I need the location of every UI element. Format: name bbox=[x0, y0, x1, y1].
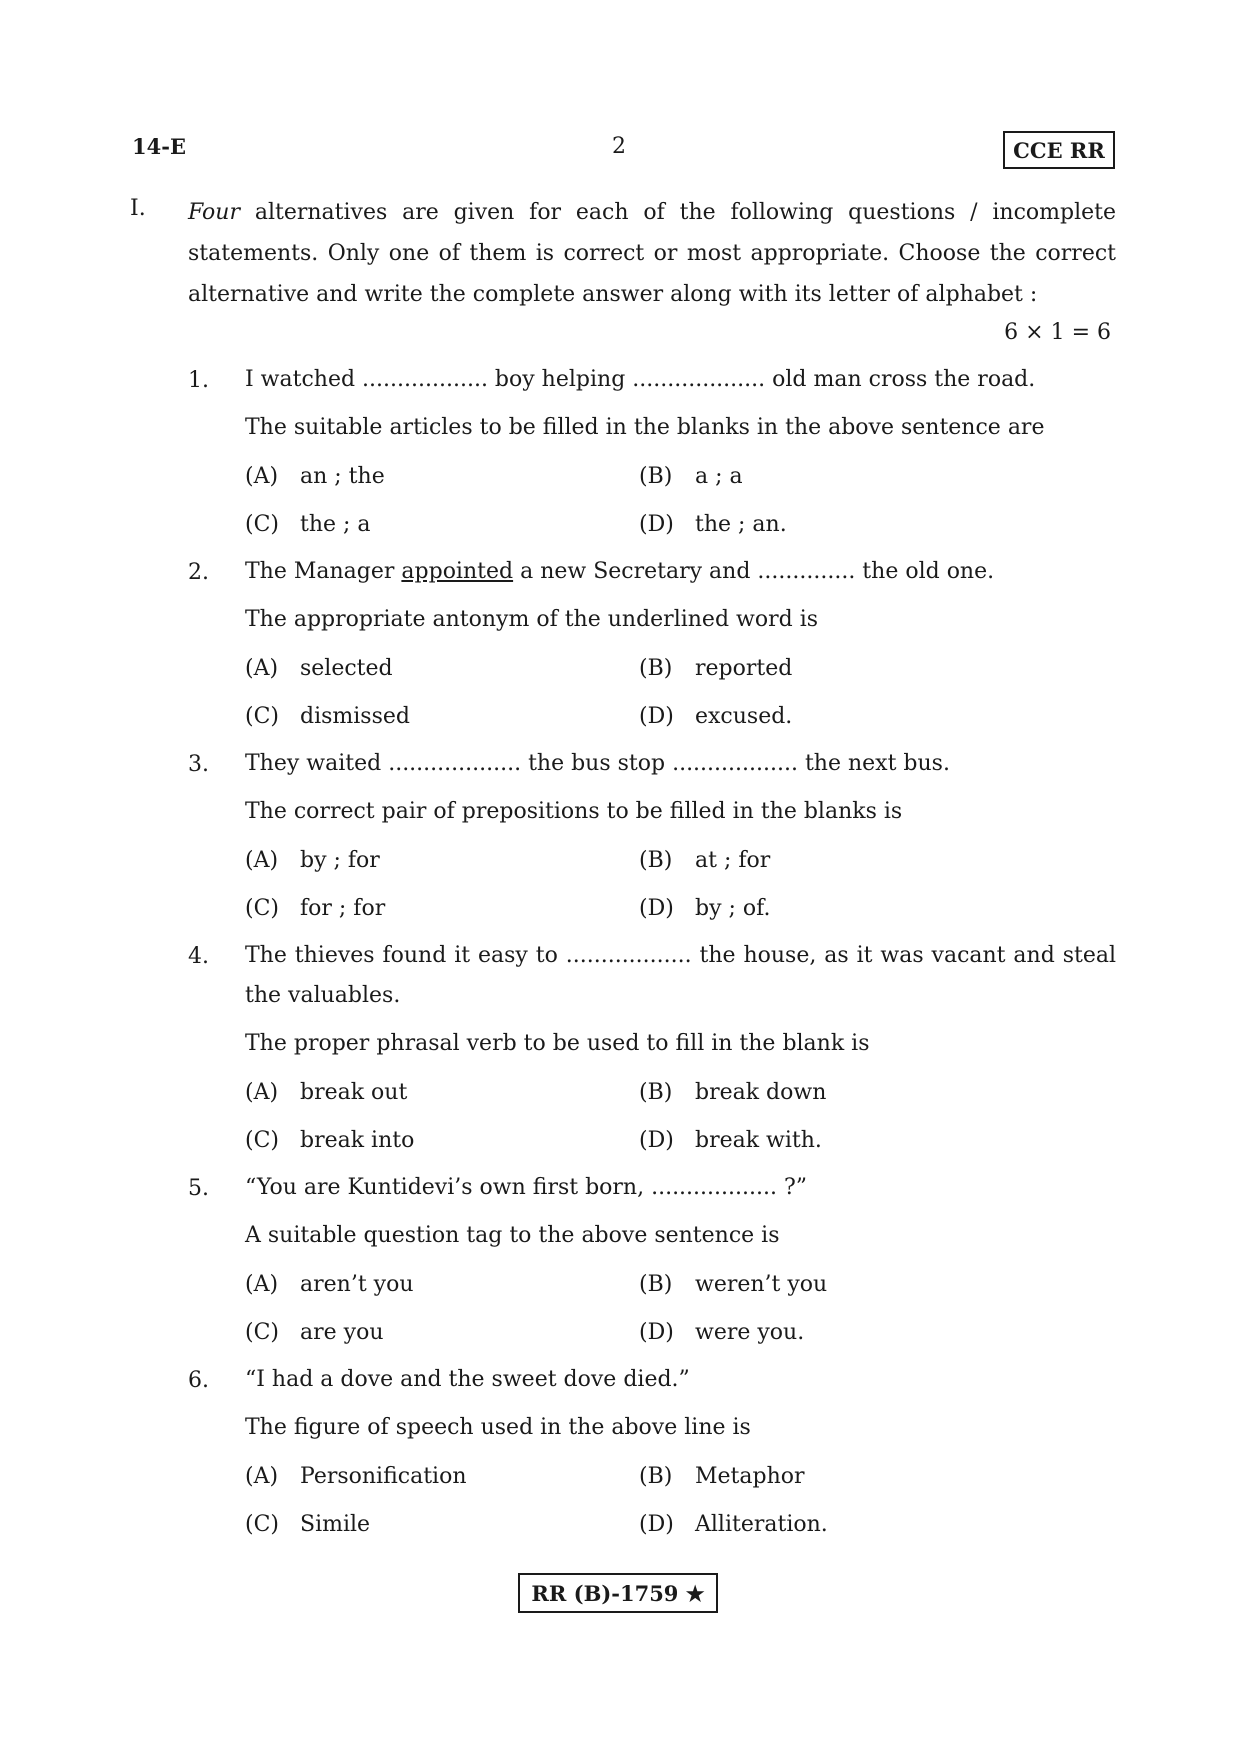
question-text bbox=[245, 552, 1116, 592]
option-label: (A) bbox=[245, 848, 279, 873]
option-label: (A) bbox=[245, 1464, 279, 1489]
question-number: 6. bbox=[188, 1368, 209, 1393]
option-label: (A) bbox=[245, 464, 279, 489]
question-prompt: The appropriate antonym of the underlined word is bbox=[245, 607, 819, 632]
option-value: by ; for bbox=[300, 848, 380, 873]
option-label: (D) bbox=[639, 1320, 674, 1345]
option-value: at ; for bbox=[695, 848, 771, 873]
option-value: excused. bbox=[695, 704, 793, 729]
series-label: CCE RR bbox=[1013, 137, 1105, 163]
option-label: (C) bbox=[245, 896, 279, 921]
option-value: Simile bbox=[300, 1512, 371, 1537]
section-number: I. bbox=[130, 196, 146, 221]
option-value: reported bbox=[695, 656, 793, 681]
question-prompt: The proper phrasal verb to be used to fill in the blank is bbox=[245, 1031, 870, 1056]
option-label: (B) bbox=[639, 848, 673, 873]
question-prompt: The correct pair of prepositions to be filled in the blanks is bbox=[245, 799, 903, 824]
option-label: (A) bbox=[245, 1272, 279, 1297]
question-number: 3. bbox=[188, 752, 209, 777]
option-label: (B) bbox=[639, 1080, 673, 1105]
question-prompt: The suitable articles to be filled in the blanks in the above sentence are bbox=[245, 415, 1045, 440]
option-value: Metaphor bbox=[695, 1464, 805, 1489]
option-label: (D) bbox=[639, 1128, 674, 1153]
footer-code: RR (B)-1759 ★ bbox=[531, 1580, 705, 1606]
option-label: (D) bbox=[639, 704, 674, 729]
option-label: (C) bbox=[245, 512, 279, 537]
option-label: (C) bbox=[245, 1320, 279, 1345]
option-value: break out bbox=[300, 1080, 408, 1105]
option-value: for ; for bbox=[300, 896, 386, 921]
question-text: They waited ................... the bus stop .................. the next bus. bbox=[245, 751, 950, 776]
underlined-word: appointed bbox=[401, 559, 514, 584]
question-number: 4. bbox=[188, 944, 209, 969]
question-text: “I had a dove and the sweet dove died.” bbox=[245, 1367, 690, 1392]
option-value: break into bbox=[300, 1128, 415, 1153]
question-prompt: The figure of speech used in the above line is bbox=[245, 1415, 751, 1440]
option-value: the ; a bbox=[300, 512, 371, 537]
option-value: Personification bbox=[300, 1464, 467, 1489]
option-value: are you bbox=[300, 1320, 384, 1345]
option-value: a ; a bbox=[695, 464, 743, 489]
option-value: aren’t you bbox=[300, 1272, 414, 1297]
option-value: the ; an. bbox=[695, 512, 787, 537]
option-value: were you. bbox=[695, 1320, 805, 1345]
option-label: (C) bbox=[245, 1128, 279, 1153]
option-label: (D) bbox=[639, 512, 674, 537]
option-label: (D) bbox=[639, 896, 674, 921]
question-text: “You are Kuntidevi’s own first born, .................. ?” bbox=[245, 1175, 807, 1200]
option-value: Alliteration. bbox=[695, 1512, 828, 1537]
option-value: break with. bbox=[695, 1128, 822, 1153]
footer-code-box bbox=[518, 1573, 718, 1613]
option-value: an ; the bbox=[300, 464, 385, 489]
instruction-emphasis: Four bbox=[188, 200, 240, 225]
option-label: (B) bbox=[639, 1464, 673, 1489]
question-text-pre: The Manager bbox=[245, 559, 402, 584]
page-number: 2 bbox=[612, 134, 626, 159]
option-label: (C) bbox=[245, 704, 279, 729]
option-value: dismissed bbox=[300, 704, 410, 729]
paper-code: 14-E bbox=[132, 134, 186, 159]
instruction-text: alternatives are given for each of the following questions / incomplete statements. Only one of them is correct or most appropriate. Choose the correct alternative and write the complete answer along with its letter of alphabet : bbox=[188, 200, 1116, 307]
series-box bbox=[1003, 131, 1115, 169]
question-text: I watched .................. boy helping ................... old man cross the road. bbox=[245, 367, 1036, 392]
option-label: (B) bbox=[639, 1272, 673, 1297]
option-value: weren’t you bbox=[695, 1272, 828, 1297]
question-number: 1. bbox=[188, 368, 209, 393]
question-number: 5. bbox=[188, 1176, 209, 1201]
option-value: break down bbox=[695, 1080, 827, 1105]
option-label: (D) bbox=[639, 1512, 674, 1537]
question-number: 2. bbox=[188, 560, 209, 585]
option-value: selected bbox=[300, 656, 393, 681]
option-label: (A) bbox=[245, 1080, 279, 1105]
question-text: The thieves found it easy to .................. the house, as it was vacant and steal the valuables. bbox=[245, 943, 1116, 1008]
section-instruction bbox=[188, 192, 1116, 315]
option-label: (B) bbox=[639, 656, 673, 681]
question-prompt: A suitable question tag to the above sentence is bbox=[245, 1223, 780, 1248]
question-text-post: a new Secretary and .............. the old one. bbox=[513, 559, 995, 584]
option-label: (C) bbox=[245, 1512, 279, 1537]
option-value: by ; of. bbox=[695, 896, 771, 921]
option-label: (A) bbox=[245, 656, 279, 681]
marks-allocation: 6 × 1 = 6 bbox=[1004, 320, 1111, 345]
option-label: (B) bbox=[639, 464, 673, 489]
